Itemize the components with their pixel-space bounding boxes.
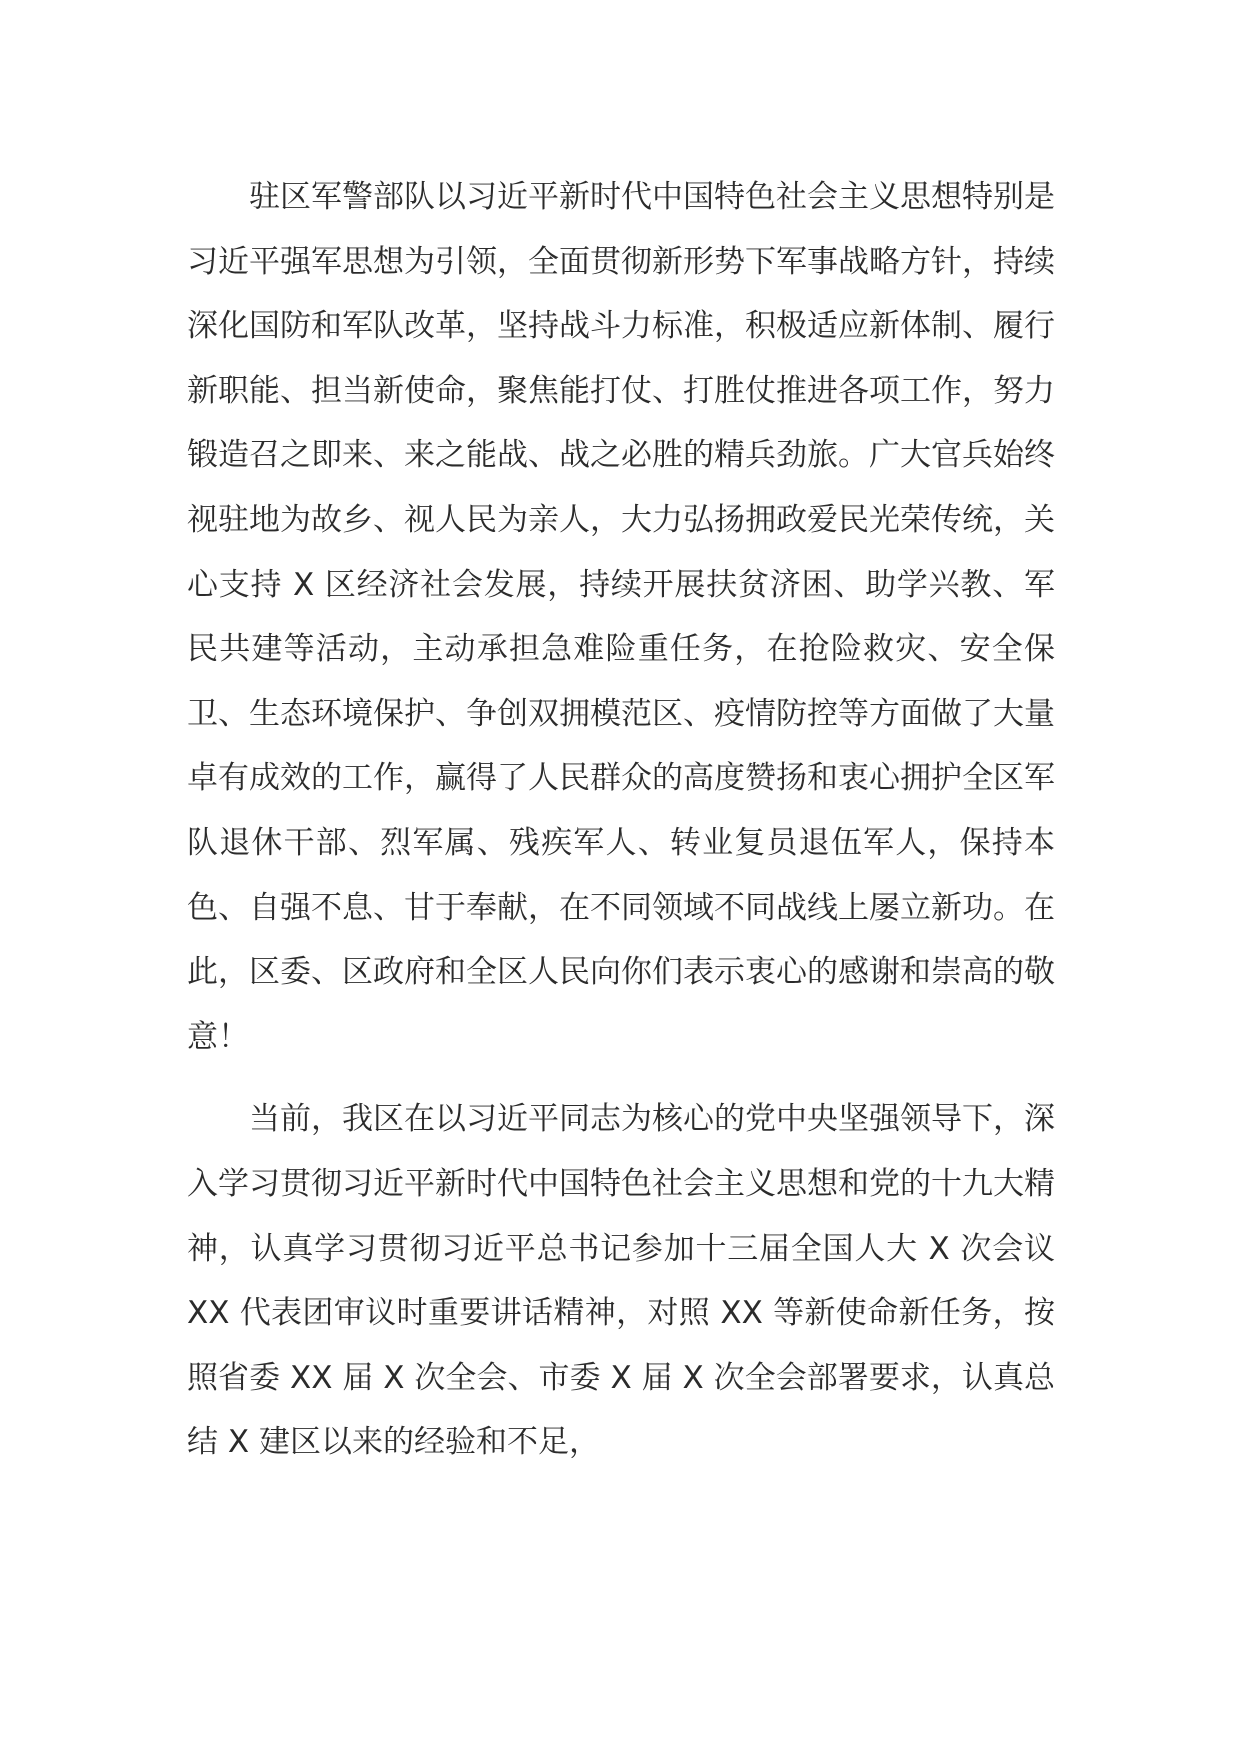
document-body <box>187 165 1055 1475</box>
paragraph-current-work: 当前，我区在以习近平同志为核心的党中央坚强领导下，深入学习贯彻习近平新时代中国特色社会主义思想和党的十九大精神，认真学习贯彻习近平总书记参加十三届全国人大 X 次会议 XX 代表团审议时重要讲话精神，对照 XX 等新使命新任务，按照省委 XX 届 X 次全会、市委 X 届 X 次全会部署要求，认真总结 X 建区以来的经验和不足， <box>187 1101 1055 1461</box>
paragraph-military-support: 驻区军警部队以习近平新时代中国特色社会主义思想特别是习近平强军思想为引领，全面贯彻新形势下军事战略方针，持续深化国防和军队改革，坚持战斗力标准，积极适应新体制、履行新职能、担当新使命，聚焦能打仗、打胜仗推进各项工作，努力锻造召之即来、来之能战、战之必胜的精兵劲旅。广大官兵始终视驻地为故乡、视人民为亲人，大力弘扬拥政爱民光荣传统，关心支持 X 区经济社会发展，持续开展扶贫济困、助学兴教、军民共建等活动，主动承担急难险重任务，在抢险救灾、安全保卫、生态环境保护、争创双拥模范区、疫情防控等方面做了大量卓有成效的工作，赢得了人民群众的高度赞扬和衷心拥护全区军队退休干部、烈军属、残疾军人、转业复员退伍军人，保持本色、自强不息、甘于奉献，在不同领域不同战线上屡立新功。在此，区委、区政府和全区人民向你们表示衷心的感谢和崇高的敬意！ <box>187 179 1055 1055</box>
